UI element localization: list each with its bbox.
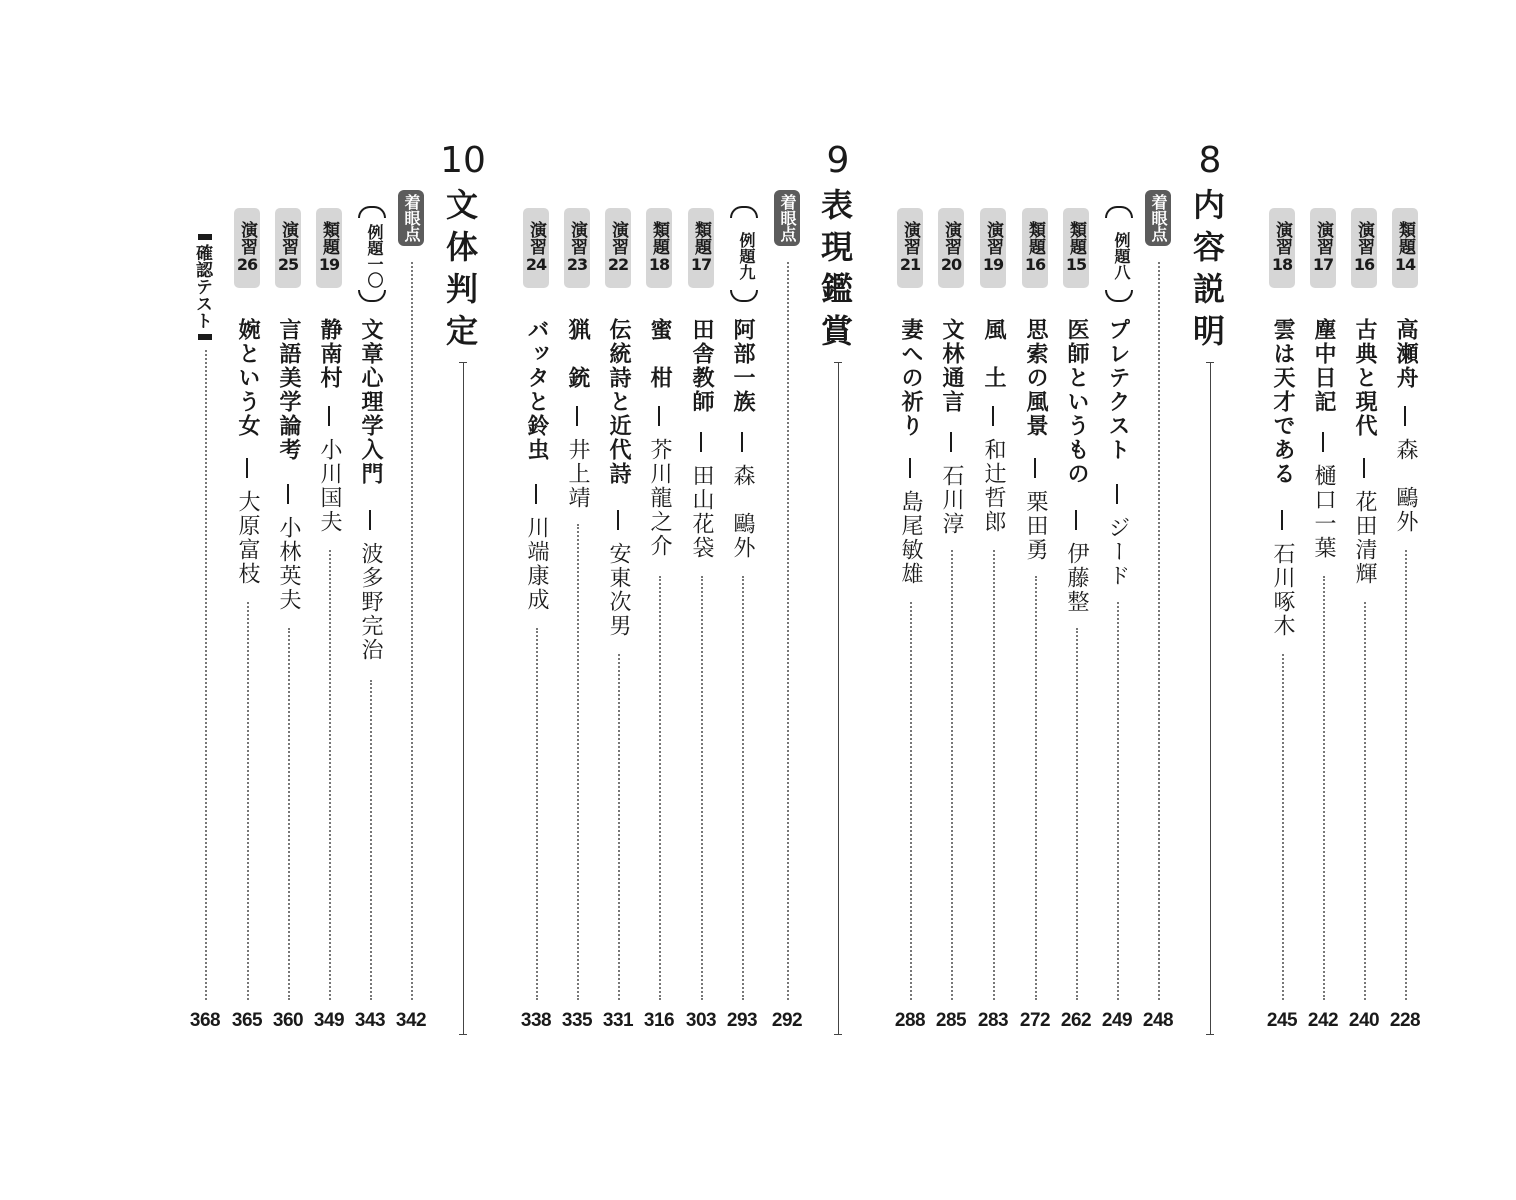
leader-dots <box>1117 602 1119 1000</box>
chapter-divider-cap <box>1206 362 1214 363</box>
entry-badge <box>980 208 1006 288</box>
badge-number: 19 <box>318 255 340 274</box>
chapter-number: 9 <box>826 140 850 181</box>
entry-title: 思索の風景 <box>1023 318 1048 438</box>
example-label: 例題八 <box>1112 232 1131 280</box>
entry-title: 蜜 柑 <box>647 318 672 390</box>
page-number: 303 <box>685 1010 717 1031</box>
leader-dots <box>659 576 661 1000</box>
page-number: 368 <box>189 1010 221 1031</box>
page-number: 240 <box>1348 1010 1380 1031</box>
page-number: 342 <box>395 1010 427 1031</box>
entry-author: 芥川龍之介 <box>647 438 672 558</box>
entry-dash <box>950 432 952 452</box>
badge-label: 演習 <box>900 221 920 255</box>
focus-badge <box>774 190 800 246</box>
entry-title: 古典と現代 <box>1352 318 1377 438</box>
leader-dots <box>1076 628 1078 1000</box>
chapter-divider-line <box>463 362 464 1034</box>
badge-number: 18 <box>648 255 670 274</box>
bracket-bottom <box>730 290 758 302</box>
leader-dots <box>577 524 579 1000</box>
entry-dash <box>909 458 911 478</box>
page-number: 249 <box>1101 1010 1133 1031</box>
chapter-divider-cap <box>834 1034 842 1035</box>
entry-dash <box>1363 458 1365 478</box>
badge-label: 類題 <box>1066 221 1086 255</box>
entry-badge <box>1351 208 1377 288</box>
entry-title: 阿部一族 <box>730 318 755 414</box>
page-number: 245 <box>1266 1010 1298 1031</box>
leader-dots <box>1035 576 1037 1000</box>
page-number: 365 <box>231 1010 263 1031</box>
leader-dots <box>329 550 331 1000</box>
entry-author: 森 鷗外 <box>1393 438 1418 534</box>
badge-number: 23 <box>566 255 588 274</box>
entry-dash <box>576 406 578 426</box>
entry-dash <box>741 432 743 452</box>
entry-title: 妻への祈り <box>898 318 923 438</box>
badge-label: 演習 <box>237 221 257 255</box>
entry-author: 樋口一葉 <box>1311 464 1336 560</box>
test-mark <box>198 234 212 240</box>
entry-title: 雲は天才である <box>1270 318 1295 486</box>
badge-number: 25 <box>277 255 299 274</box>
example-bracket <box>1103 206 1131 302</box>
entry-author: 小川国夫 <box>317 438 342 534</box>
page-number: 338 <box>520 1010 552 1031</box>
badge-label: 演習 <box>1272 221 1292 255</box>
entry-dash <box>328 406 330 426</box>
entry-title: プレテクスト <box>1105 318 1130 462</box>
chapter-title: 内容説明 <box>1188 188 1226 356</box>
leader-dots <box>787 262 789 1000</box>
chapter-title: 文体判定 <box>441 188 479 356</box>
entry-title: 伝統詩と近代詩 <box>606 318 631 486</box>
entry-dash <box>369 510 371 530</box>
badge-number: 16 <box>1353 255 1375 274</box>
focus-badge <box>398 190 424 246</box>
badge-number: 15 <box>1065 255 1087 274</box>
badge-label: 類題 <box>1395 221 1415 255</box>
page-number: 349 <box>313 1010 345 1031</box>
entry-dash <box>1075 510 1077 530</box>
badge-number: 18 <box>1271 255 1293 274</box>
badge-number: 19 <box>982 255 1004 274</box>
badge-label: 演習 <box>1354 221 1374 255</box>
leader-dots <box>1158 262 1160 1000</box>
badge-number: 17 <box>690 255 712 274</box>
entry-badge <box>234 208 260 288</box>
leader-dots <box>288 628 290 1000</box>
bracket-bottom <box>358 290 386 302</box>
leader-dots <box>536 628 538 1000</box>
chapter-divider-cap <box>834 362 842 363</box>
entry-dash <box>1322 432 1324 452</box>
entry-author: 和辻哲郎 <box>981 438 1006 534</box>
page-number: 292 <box>771 1010 803 1031</box>
entry-title: 言語美学論考 <box>276 318 301 462</box>
page-number: 343 <box>354 1010 386 1031</box>
entry-dash <box>535 484 537 504</box>
badge-number: 16 <box>1024 255 1046 274</box>
leader-dots <box>701 576 703 1000</box>
entry-author: 小林英夫 <box>276 516 301 612</box>
bracket-top <box>358 206 386 218</box>
entry-author: 川端康成 <box>524 516 549 612</box>
entry-badge <box>523 208 549 288</box>
entry-badge <box>605 208 631 288</box>
bracket-bottom <box>1105 290 1133 302</box>
page-number: 228 <box>1389 1010 1421 1031</box>
entry-dash <box>1116 484 1118 504</box>
page-number: 283 <box>977 1010 1009 1031</box>
leader-dots <box>618 654 620 1000</box>
badge-label: 演習 <box>1313 221 1333 255</box>
entry-author: 石川淳 <box>939 464 964 536</box>
page-number: 360 <box>272 1010 304 1031</box>
entry-badge <box>1022 208 1048 288</box>
badge-label: 類題 <box>319 221 339 255</box>
chapter-number: 10 <box>440 140 486 181</box>
badge-label: 類題 <box>1025 221 1045 255</box>
badge-number: 14 <box>1394 255 1416 274</box>
example-label: 例題一〇 <box>365 224 384 288</box>
entry-dash <box>1034 458 1036 478</box>
chapter-divider-cap <box>1206 1034 1214 1035</box>
entry-dash <box>992 406 994 426</box>
leader-dots <box>205 350 207 1000</box>
badge-label: 着眼点 <box>402 194 421 242</box>
leader-dots <box>370 680 372 1000</box>
entry-title: 文林通言 <box>939 318 964 414</box>
entry-badge <box>897 208 923 288</box>
leader-dots <box>1364 602 1366 1000</box>
page-number: 293 <box>726 1010 758 1031</box>
entry-dash <box>700 432 702 452</box>
entry-badge <box>1063 208 1089 288</box>
badge-label: 演習 <box>941 221 961 255</box>
entry-author: 井上靖 <box>565 438 590 510</box>
entry-title: 静南村 <box>317 318 342 390</box>
badge-label: 類題 <box>649 221 669 255</box>
entry-title: 文章心理学入門 <box>358 318 383 486</box>
page-number: 335 <box>561 1010 593 1031</box>
leader-dots <box>993 550 995 1000</box>
entry-author: 田山花袋 <box>689 464 714 560</box>
leader-dots <box>1405 550 1407 1000</box>
entry-title: 田舎教師 <box>689 318 714 414</box>
entry-author: 伊藤整 <box>1064 542 1089 614</box>
entry-badge <box>1392 208 1418 288</box>
page-number: 242 <box>1307 1010 1339 1031</box>
entry-title: 医師というもの <box>1064 318 1089 486</box>
focus-badge <box>1145 190 1171 246</box>
leader-dots <box>910 602 912 1000</box>
entry-badge <box>938 208 964 288</box>
entry-dash <box>658 406 660 426</box>
leader-dots <box>1323 576 1325 1000</box>
entry-title: 婉という女 <box>235 318 260 438</box>
badge-label: 演習 <box>526 221 546 255</box>
badge-number: 20 <box>940 255 962 274</box>
bracket-top <box>730 206 758 218</box>
badge-label: 演習 <box>278 221 298 255</box>
example-bracket <box>728 206 756 302</box>
page-number: 316 <box>643 1010 675 1031</box>
badge-label: 演習 <box>983 221 1003 255</box>
test-label: 確認テスト <box>192 244 212 329</box>
chapter-divider-line <box>838 362 839 1034</box>
entry-dash <box>617 510 619 530</box>
page-number: 285 <box>935 1010 967 1031</box>
entry-dash <box>287 484 289 504</box>
entry-author: ジード <box>1105 516 1130 588</box>
entry-dash <box>1281 510 1283 530</box>
entry-author: 石川啄木 <box>1270 542 1295 638</box>
entry-author: 森 鷗外 <box>730 464 755 560</box>
entry-author: 栗田勇 <box>1023 490 1048 562</box>
badge-number: 24 <box>525 255 547 274</box>
badge-label: 着眼点 <box>1149 194 1168 242</box>
leader-dots <box>742 576 744 1000</box>
entry-badge <box>1269 208 1295 288</box>
badge-label: 演習 <box>567 221 587 255</box>
page-number: 248 <box>1142 1010 1174 1031</box>
entry-author: 花田清輝 <box>1352 490 1377 586</box>
entry-author: 安東次男 <box>606 542 631 638</box>
entry-badge <box>316 208 342 288</box>
entry-title: 高瀬舟 <box>1393 318 1418 390</box>
entry-badge <box>564 208 590 288</box>
leader-dots <box>951 550 953 1000</box>
badge-number: 26 <box>236 255 258 274</box>
leader-dots <box>247 602 249 1000</box>
example-label: 例題九 <box>737 232 756 280</box>
chapter-divider-cap <box>459 362 467 363</box>
entry-badge <box>1310 208 1336 288</box>
bracket-top <box>1105 206 1133 218</box>
entry-author: 大原富枝 <box>235 490 260 586</box>
entry-author: 波多野完治 <box>358 542 383 662</box>
entry-badge <box>275 208 301 288</box>
test-mark <box>198 334 212 340</box>
badge-label: 着眼点 <box>778 194 797 242</box>
example-bracket <box>356 206 384 302</box>
badge-number: 22 <box>607 255 629 274</box>
page-number: 288 <box>894 1010 926 1031</box>
entry-dash <box>1404 406 1406 426</box>
badge-number: 17 <box>1312 255 1334 274</box>
entry-author: 島尾敏雄 <box>898 490 923 586</box>
badge-label: 類題 <box>691 221 711 255</box>
page-number: 331 <box>602 1010 634 1031</box>
chapter-number: 8 <box>1198 140 1222 181</box>
entry-title: 塵中日記 <box>1311 318 1336 414</box>
entry-title: 猟 銃 <box>565 318 590 390</box>
page-number: 272 <box>1019 1010 1051 1031</box>
chapter-divider-cap <box>459 1034 467 1035</box>
chapter-divider-line <box>1210 362 1211 1034</box>
leader-dots <box>1282 654 1284 1000</box>
page-number: 262 <box>1060 1010 1092 1031</box>
entry-title: バッタと鈴虫 <box>524 318 549 462</box>
badge-label: 演習 <box>608 221 628 255</box>
leader-dots <box>411 262 413 1000</box>
entry-title: 風 土 <box>981 318 1006 390</box>
entry-dash <box>246 458 248 478</box>
badge-number: 21 <box>899 255 921 274</box>
entry-badge <box>646 208 672 288</box>
chapter-title: 表現鑑賞 <box>816 188 854 356</box>
entry-badge <box>688 208 714 288</box>
